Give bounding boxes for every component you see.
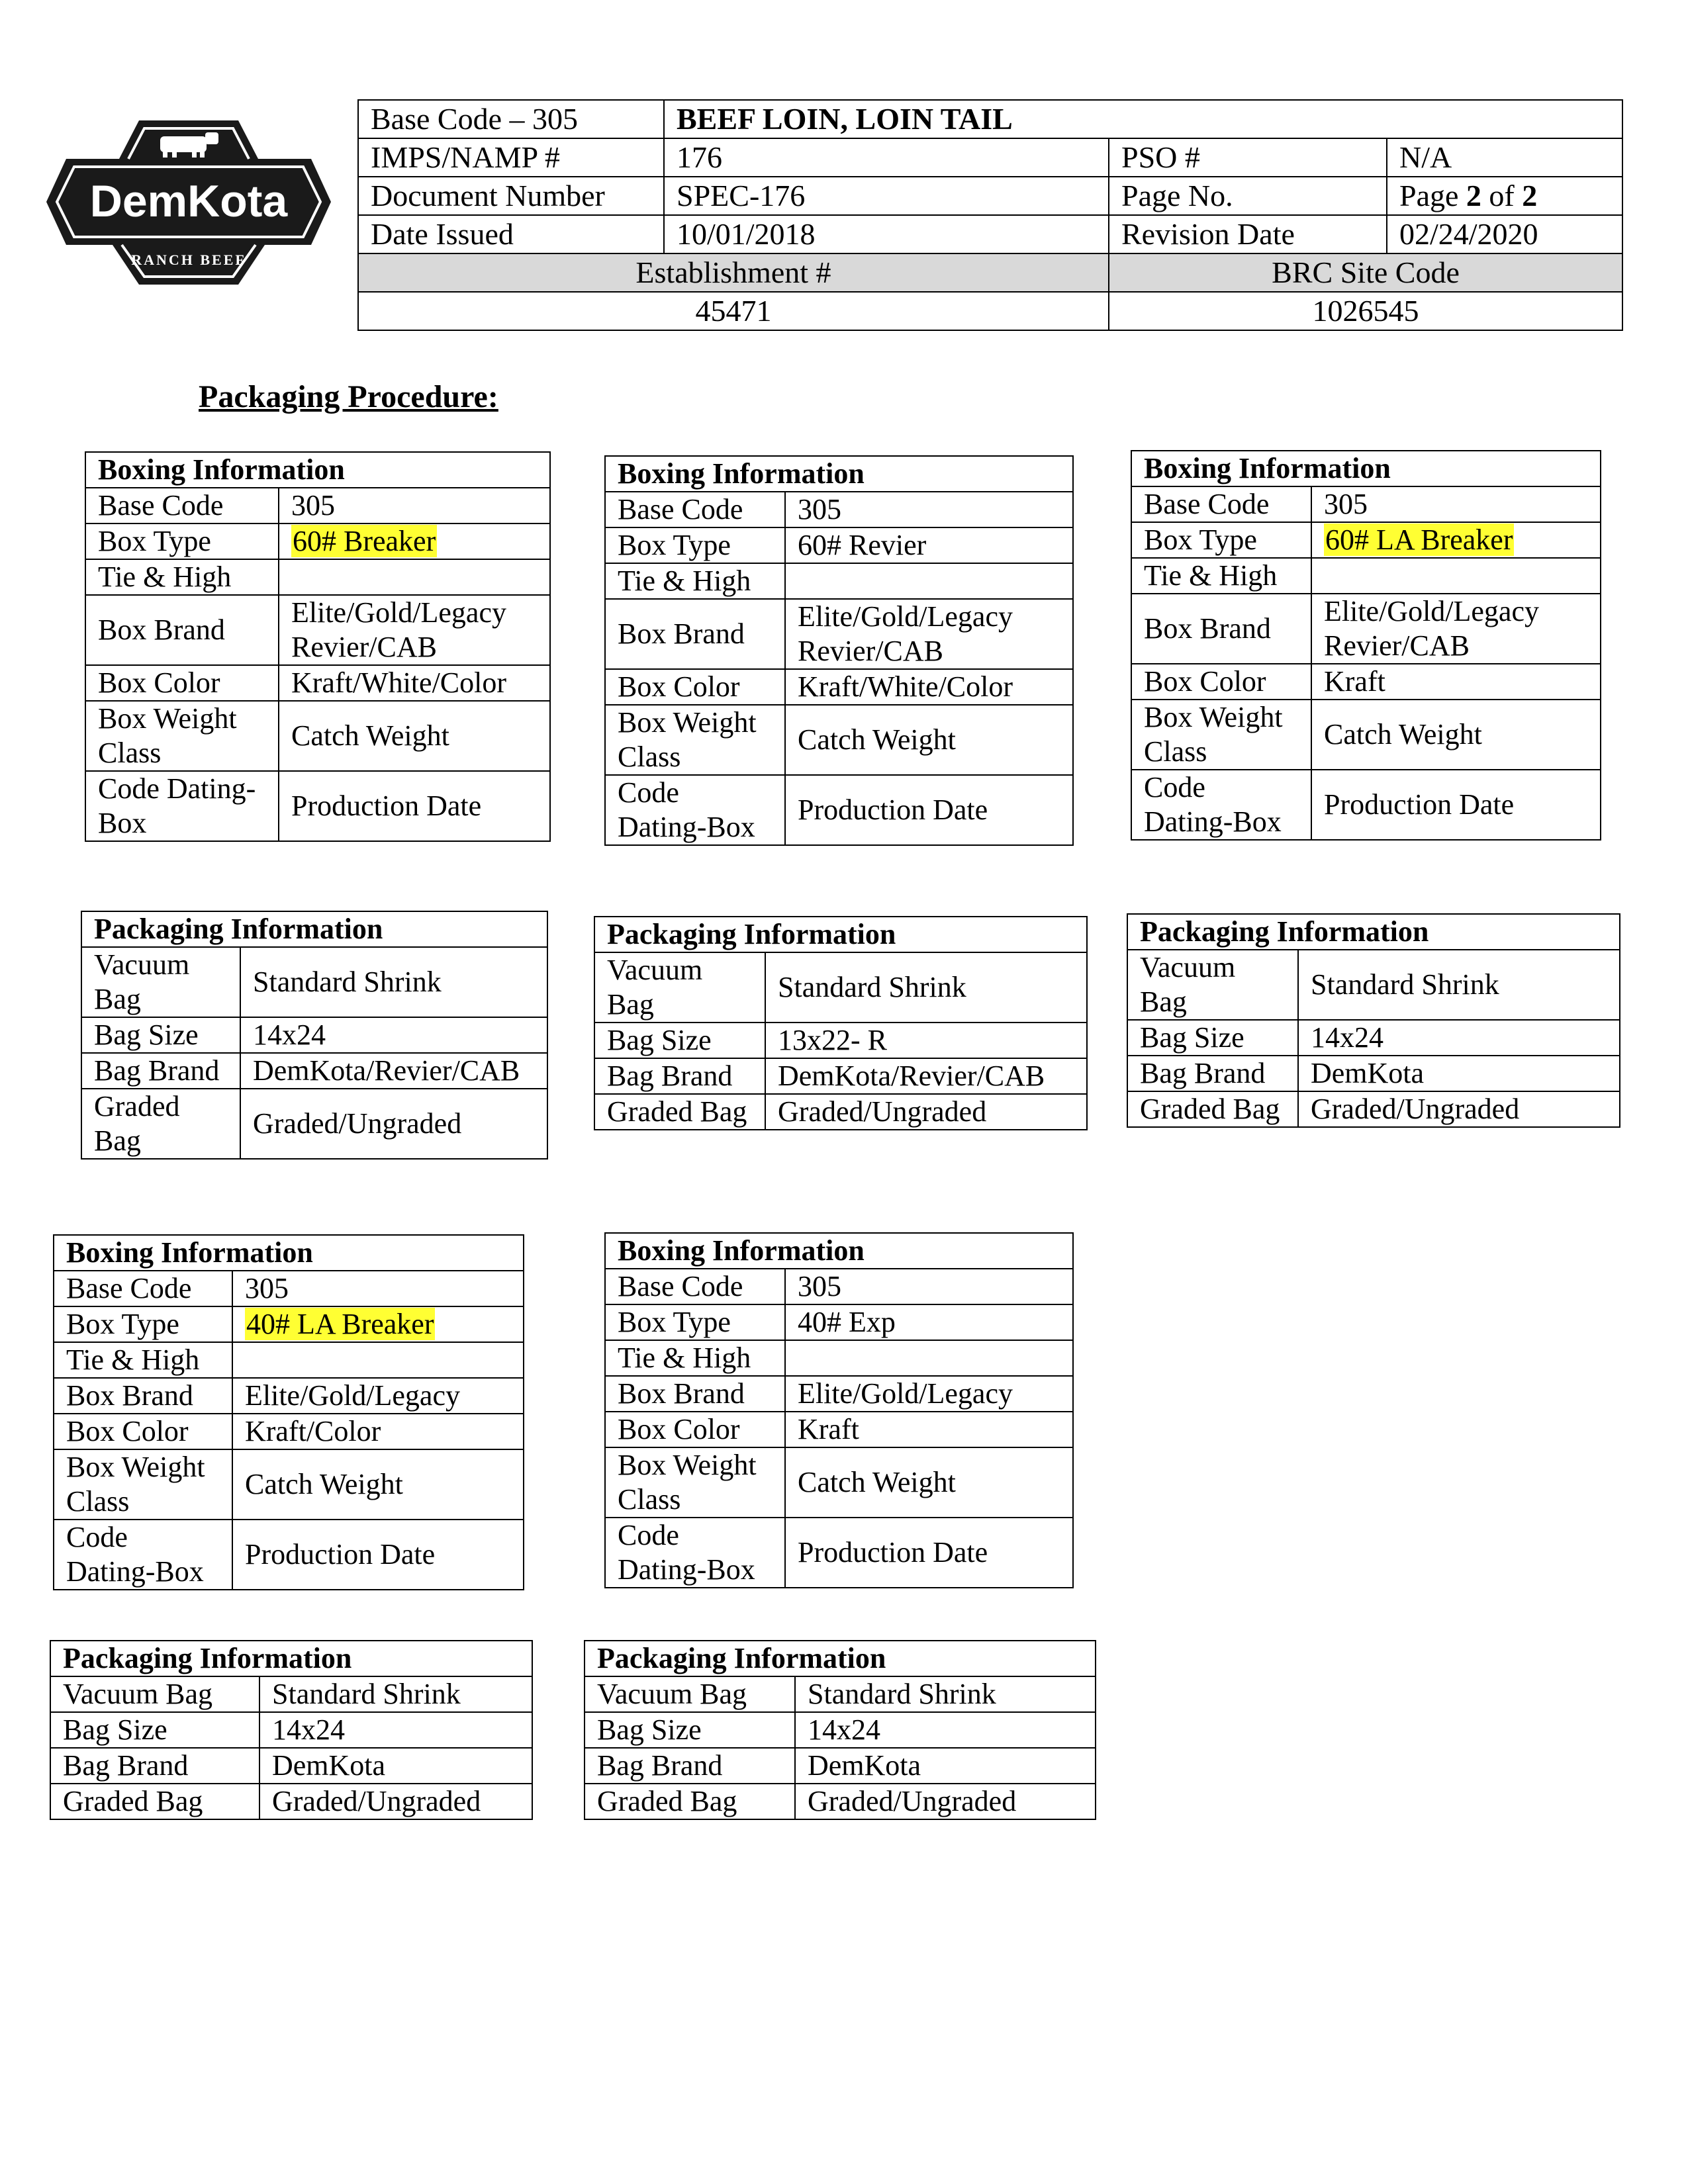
table-row	[81, 1053, 547, 1089]
table-row	[605, 1304, 1073, 1340]
box-color-value: Kraft/White/Color	[279, 665, 550, 701]
revision-date-label: Revision Date	[1109, 215, 1387, 253]
bag-brand-label: Bag Brand	[81, 1053, 240, 1089]
bag-brand-value: DemKota	[1298, 1056, 1620, 1091]
revision-date-value: 02/24/2020	[1387, 215, 1622, 253]
table-row	[1131, 486, 1601, 522]
box-type-value	[279, 523, 550, 559]
box-weight-class-label: Box Weight Class	[85, 701, 279, 771]
table-row	[605, 669, 1073, 705]
highlighted-text: 60# LA Breaker	[1325, 523, 1513, 556]
boxing-info-table	[604, 455, 1074, 846]
base-code-value: 305	[785, 1269, 1073, 1304]
establishment-label: Establishment #	[358, 253, 1109, 292]
boxing-table-title: Boxing Information	[85, 452, 550, 488]
brc-site-code-label: BRC Site Code	[1109, 253, 1622, 292]
graded-bag-label: Graded Bag	[81, 1089, 240, 1159]
document-number-label: Document Number	[358, 177, 664, 215]
table-row	[594, 1058, 1087, 1094]
table-row	[1127, 1020, 1620, 1056]
bag-size-value: 14x24	[240, 1017, 547, 1053]
code-dating-box-value: Production Date	[785, 1518, 1073, 1588]
product-name: BEEF LOIN, LOIN TAIL	[664, 100, 1622, 138]
table-row	[1131, 664, 1601, 700]
bag-brand-value: DemKota/Revier/CAB	[765, 1058, 1087, 1094]
table-row	[605, 527, 1073, 563]
bag-size-value: 14x24	[1298, 1020, 1620, 1056]
box-weight-class-label: Box Weight Class	[605, 1447, 785, 1518]
table-row	[605, 1447, 1073, 1518]
code-dating-box-label: Code Dating-Box	[85, 771, 279, 841]
demkota-logo	[40, 106, 338, 298]
vacuum-bag-label: Vacuum Bag	[594, 952, 765, 1023]
table-row	[54, 1449, 524, 1520]
box-color-label: Box Color	[605, 1412, 785, 1447]
table-row	[605, 563, 1073, 599]
table-row	[85, 488, 550, 523]
bag-brand-value: DemKota/Revier/CAB	[240, 1053, 547, 1089]
graded-bag-label: Graded Bag	[594, 1094, 765, 1130]
packaging-info-table	[50, 1640, 533, 1820]
base-code-label: Base Code	[85, 488, 279, 523]
box-brand-label: Box Brand	[54, 1378, 232, 1414]
table-row	[50, 1784, 532, 1819]
bag-brand-label: Bag Brand	[585, 1748, 795, 1784]
graded-bag-value: Graded/Ungraded	[1298, 1091, 1620, 1127]
tie-high-label: Tie & High	[1131, 558, 1311, 594]
table-row	[54, 1520, 524, 1590]
table-row	[605, 492, 1073, 527]
box-type-value: 40# Exp	[785, 1304, 1073, 1340]
section-title: Packaging Procedure:	[199, 379, 498, 414]
packaging-table-title: Packaging Information	[81, 911, 547, 947]
tie-high-value	[1311, 558, 1601, 594]
boxing-info-table	[1131, 450, 1601, 841]
box-type-value	[232, 1306, 524, 1342]
table-row	[85, 595, 550, 665]
base-code-value: 305	[1311, 486, 1601, 522]
packaging-info-table	[81, 911, 548, 1160]
vacuum-bag-value: Standard Shrink	[259, 1676, 532, 1712]
box-color-value: Kraft/Color	[232, 1414, 524, 1449]
imps-label: IMPS/NAMP #	[358, 138, 664, 177]
date-issued-value: 10/01/2018	[664, 215, 1109, 253]
table-row	[1127, 1056, 1620, 1091]
table-row	[1131, 770, 1601, 840]
packaging-info-table	[594, 916, 1088, 1130]
bag-size-value: 14x24	[259, 1712, 532, 1748]
date-issued-label: Date Issued	[358, 215, 664, 253]
base-code-value: 305	[232, 1271, 524, 1306]
box-color-value: Kraft/White/Color	[785, 669, 1073, 705]
table-row	[54, 1271, 524, 1306]
table-row	[585, 1784, 1096, 1819]
table-row	[605, 1269, 1073, 1304]
box-brand-value: Elite/Gold/Legacy Revier/CAB	[785, 599, 1073, 669]
box-type-label: Box Type	[605, 1304, 785, 1340]
vacuum-bag-value: Standard Shrink	[765, 952, 1087, 1023]
code-dating-box-value: Production Date	[232, 1520, 524, 1590]
brc-site-code-value: 1026545	[1109, 292, 1622, 330]
tie-high-value	[279, 559, 550, 595]
box-color-value: Kraft	[1311, 664, 1601, 700]
table-row	[605, 775, 1073, 845]
establishment-value: 45471	[358, 292, 1109, 330]
box-brand-label: Box Brand	[605, 599, 785, 669]
tie-high-value	[785, 1340, 1073, 1376]
vacuum-bag-label: Vacuum Bag	[585, 1676, 795, 1712]
tie-high-label: Tie & High	[85, 559, 279, 595]
table-row	[1131, 558, 1601, 594]
box-brand-label: Box Brand	[85, 595, 279, 665]
vacuum-bag-label: Vacuum Bag	[81, 947, 240, 1017]
box-weight-class-value: Catch Weight	[232, 1449, 524, 1520]
graded-bag-value: Graded/Ungraded	[795, 1784, 1096, 1819]
box-brand-label: Box Brand	[605, 1376, 785, 1412]
bag-size-label: Bag Size	[594, 1023, 765, 1058]
table-row	[50, 1712, 532, 1748]
table-row	[85, 523, 550, 559]
box-type-label: Box Type	[54, 1306, 232, 1342]
bag-brand-label: Bag Brand	[50, 1748, 259, 1784]
table-row	[1131, 700, 1601, 770]
box-type-label: Box Type	[1131, 522, 1311, 558]
box-brand-value: Elite/Gold/Legacy Revier/CAB	[279, 595, 550, 665]
code-dating-box-value: Production Date	[279, 771, 550, 841]
highlighted-text: 40# LA Breaker	[246, 1308, 434, 1340]
base-code-value: 305	[279, 488, 550, 523]
table-row	[605, 1518, 1073, 1588]
box-weight-class-label: Box Weight Class	[605, 705, 785, 775]
graded-bag-value: Graded/Ungraded	[765, 1094, 1087, 1130]
packaging-info-table	[584, 1640, 1096, 1820]
base-code-label: Base Code	[605, 1269, 785, 1304]
table-row	[50, 1676, 532, 1712]
packaging-info-table	[1127, 913, 1620, 1128]
box-type-value: 60# Revier	[785, 527, 1073, 563]
bag-size-value: 13x22- R	[765, 1023, 1087, 1058]
graded-bag-value: Graded/Ungraded	[240, 1089, 547, 1159]
table-row	[1131, 522, 1601, 558]
table-row	[54, 1342, 524, 1378]
vacuum-bag-label: Vacuum Bag	[50, 1676, 259, 1712]
box-type-label: Box Type	[605, 527, 785, 563]
bag-size-label: Bag Size	[585, 1712, 795, 1748]
code-dating-box-label: Code Dating-Box	[54, 1520, 232, 1590]
boxing-table-title: Boxing Information	[605, 456, 1073, 492]
box-weight-class-value: Catch Weight	[785, 1447, 1073, 1518]
table-row	[50, 1748, 532, 1784]
page-number-label: Page No.	[1109, 177, 1387, 215]
bag-brand-label: Bag Brand	[1127, 1056, 1298, 1091]
box-weight-class-value: Catch Weight	[279, 701, 550, 771]
box-type-label: Box Type	[85, 523, 279, 559]
tie-high-value	[232, 1342, 524, 1378]
pso-value: N/A	[1387, 138, 1622, 177]
box-color-label: Box Color	[54, 1414, 232, 1449]
table-row	[85, 665, 550, 701]
graded-bag-label: Graded Bag	[50, 1784, 259, 1819]
base-code-label: Base Code	[605, 492, 785, 527]
box-weight-class-label: Box Weight Class	[1131, 700, 1311, 770]
table-row	[1127, 1091, 1620, 1127]
vacuum-bag-value: Standard Shrink	[240, 947, 547, 1017]
table-row	[54, 1414, 524, 1449]
table-row	[1127, 950, 1620, 1020]
base-code-label: Base Code – 305	[358, 100, 664, 138]
packaging-table-title: Packaging Information	[50, 1641, 532, 1676]
table-row	[85, 701, 550, 771]
svg-text:DemKota: DemKota	[89, 176, 288, 226]
table-row	[585, 1748, 1096, 1784]
table-row	[85, 559, 550, 595]
table-row	[585, 1676, 1096, 1712]
table-row	[605, 705, 1073, 775]
box-weight-class-value: Catch Weight	[1311, 700, 1601, 770]
table-row	[605, 599, 1073, 669]
code-dating-box-value: Production Date	[785, 775, 1073, 845]
tie-high-value	[785, 563, 1073, 599]
vacuum-bag-label: Vacuum Bag	[1127, 950, 1298, 1020]
vacuum-bag-value: Standard Shrink	[1298, 950, 1620, 1020]
boxing-info-table	[85, 451, 551, 842]
box-color-label: Box Color	[605, 669, 785, 705]
box-brand-label: Box Brand	[1131, 594, 1311, 664]
bag-size-label: Bag Size	[81, 1017, 240, 1053]
table-row	[605, 1340, 1073, 1376]
table-row	[594, 952, 1087, 1023]
document-number-value: SPEC-176	[664, 177, 1109, 215]
box-brand-value: Elite/Gold/Legacy	[232, 1378, 524, 1414]
svg-text:®: ®	[262, 253, 269, 264]
table-row	[85, 771, 550, 841]
boxing-table-title: Boxing Information	[54, 1235, 524, 1271]
vacuum-bag-value: Standard Shrink	[795, 1676, 1096, 1712]
boxing-table-title: Boxing Information	[1131, 451, 1601, 486]
box-color-value: Kraft	[785, 1412, 1073, 1447]
highlighted-text: 60# Breaker	[293, 525, 436, 557]
code-dating-box-value: Production Date	[1311, 770, 1601, 840]
boxing-info-table	[53, 1234, 524, 1590]
table-row	[605, 1412, 1073, 1447]
box-weight-class-value: Catch Weight	[785, 705, 1073, 775]
code-dating-box-label: Code Dating-Box	[605, 775, 785, 845]
base-code-label: Base Code	[54, 1271, 232, 1306]
table-row	[585, 1712, 1096, 1748]
box-brand-value: Elite/Gold/Legacy Revier/CAB	[1311, 594, 1601, 664]
table-row	[54, 1306, 524, 1342]
table-row	[81, 1089, 547, 1159]
page-number-value: Page 2 of 2	[1387, 177, 1622, 215]
table-row	[605, 1376, 1073, 1412]
box-type-value	[1311, 522, 1601, 558]
code-dating-box-label: Code Dating-Box	[1131, 770, 1311, 840]
box-weight-class-label: Box Weight Class	[54, 1449, 232, 1520]
bag-size-label: Bag Size	[1127, 1020, 1298, 1056]
document-header-table	[357, 99, 1623, 331]
graded-bag-value: Graded/Ungraded	[259, 1784, 532, 1819]
code-dating-box-label: Code Dating-Box	[605, 1518, 785, 1588]
packaging-table-title: Packaging Information	[585, 1641, 1096, 1676]
table-row	[1131, 594, 1601, 664]
packaging-table-title: Packaging Information	[594, 917, 1087, 952]
bag-brand-value: DemKota	[795, 1748, 1096, 1784]
table-row	[594, 1023, 1087, 1058]
boxing-table-title: Boxing Information	[605, 1233, 1073, 1269]
base-code-label: Base Code	[1131, 486, 1311, 522]
box-color-label: Box Color	[85, 665, 279, 701]
bag-brand-value: DemKota	[259, 1748, 532, 1784]
packaging-table-title: Packaging Information	[1127, 914, 1620, 950]
base-code-value: 305	[785, 492, 1073, 527]
boxing-info-table	[604, 1232, 1074, 1588]
table-row	[594, 1094, 1087, 1130]
table-row	[54, 1378, 524, 1414]
tie-high-label: Tie & High	[54, 1342, 232, 1378]
imps-value: 176	[664, 138, 1109, 177]
tie-high-label: Tie & High	[605, 1340, 785, 1376]
svg-text:RANCH BEEF: RANCH BEEF	[131, 251, 246, 268]
table-row	[81, 947, 547, 1017]
table-row	[81, 1017, 547, 1053]
tie-high-label: Tie & High	[605, 563, 785, 599]
bag-brand-label: Bag Brand	[594, 1058, 765, 1094]
graded-bag-label: Graded Bag	[585, 1784, 795, 1819]
bag-size-label: Bag Size	[50, 1712, 259, 1748]
box-brand-value: Elite/Gold/Legacy	[785, 1376, 1073, 1412]
box-color-label: Box Color	[1131, 664, 1311, 700]
bag-size-value: 14x24	[795, 1712, 1096, 1748]
pso-label: PSO #	[1109, 138, 1387, 177]
graded-bag-label: Graded Bag	[1127, 1091, 1298, 1127]
